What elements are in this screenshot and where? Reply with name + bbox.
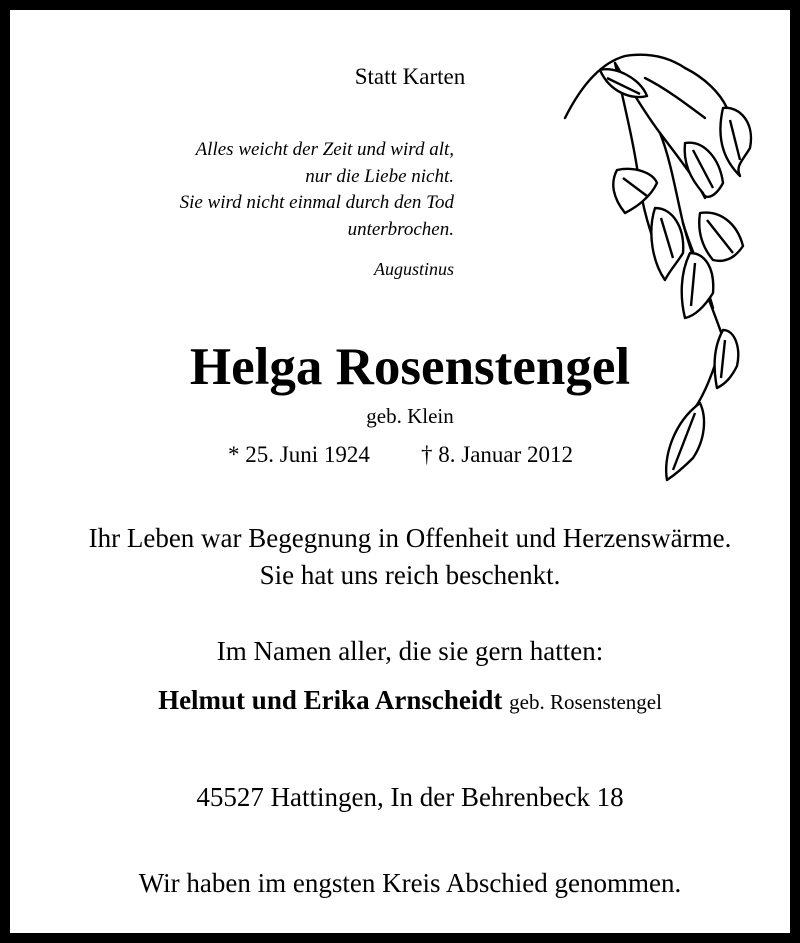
deceased-name: Helga Rosenstengel [189, 338, 631, 396]
motto-line: unterbrochen. [347, 218, 454, 240]
tribute-line: Ihr Leben war Begegnung in Offenheit und Herzenswärme. [88, 523, 732, 553]
farewell-note: Wir haben im engsten Kreis Abschied genommen. [138, 868, 682, 898]
tribute-line: Sie hat uns reich beschenkt. [259, 560, 561, 590]
motto-author: Augustinus [373, 259, 454, 279]
mourners-name: Helmut und Erika Arnscheidt [158, 685, 503, 715]
motto-line: nur die Liebe nicht. [305, 165, 454, 187]
motto-quote [180, 137, 454, 243]
death-date: † 8. Januar 2012 [421, 442, 574, 467]
header-statt-karten: Statt Karten [354, 64, 466, 89]
motto-line: Sie wird nicht einmal durch den Tod [179, 192, 454, 213]
in-names-line: Im Namen aller, die sie gern hatten: [216, 636, 604, 666]
tribute-text [10, 520, 800, 594]
birth-date: * 25. Juni 1924 [228, 442, 370, 467]
motto-line: Alles weicht der Zeit und wird alt, [195, 139, 454, 160]
mourners-address: 45527 Hattingen, In der Behrenbeck 18 [196, 782, 624, 812]
mourners-birth-name: geb. Rosenstengel [509, 690, 662, 714]
deceased-birth-name: geb. Klein [366, 404, 454, 428]
mourners [10, 682, 800, 720]
